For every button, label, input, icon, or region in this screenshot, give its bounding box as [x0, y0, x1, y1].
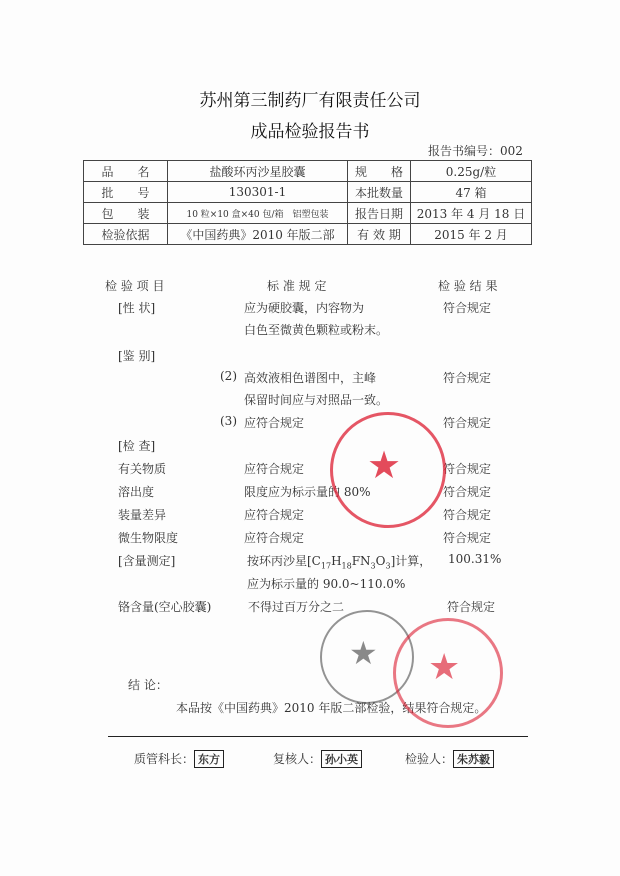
- item-jianbie: [鉴 别]: [118, 349, 156, 363]
- header-standard: 标 准 规 定: [267, 279, 327, 293]
- info-label: 品 名: [84, 161, 168, 182]
- check-item: 溶出度: [118, 485, 155, 499]
- sub-number: (2): [220, 369, 237, 383]
- info-row: [84, 182, 532, 203]
- info-value: 《中国药典》2010 年版二部: [168, 224, 348, 245]
- info-label: 检验依据: [84, 224, 168, 245]
- info-row: [84, 161, 532, 182]
- item-content: [含量测定]: [118, 554, 176, 568]
- result-text: 符合规定: [443, 462, 492, 476]
- info-label: 批 号: [84, 182, 168, 203]
- standard-text: 应符合规定: [244, 508, 305, 522]
- info-row: [84, 203, 532, 224]
- standard-text: 白色至微黄色颗粒或粉末。: [244, 323, 389, 337]
- result-text: 符合规定: [443, 371, 492, 385]
- standard-text: 应符合规定: [244, 416, 305, 430]
- result-text: 符合规定: [443, 301, 492, 315]
- standard-text: 限度应为标示量的 80%: [244, 485, 371, 499]
- red-seal-stamp-2: ★: [393, 618, 503, 728]
- divider: [108, 736, 528, 737]
- standard-text: 不得过百万分之二: [248, 600, 345, 614]
- info-label: 本批数量: [348, 182, 411, 203]
- signature-qa: 质管科长： 东方: [134, 750, 224, 768]
- info-value: 2015 年 2 月: [411, 224, 532, 245]
- result-text: 符合规定: [443, 485, 492, 499]
- report-number: 报告书编号：002: [428, 144, 523, 158]
- product-info-table: [83, 160, 532, 245]
- conclusion-label: 结 论：: [128, 678, 168, 692]
- info-label: 报告日期: [348, 203, 411, 224]
- info-row: [84, 224, 532, 245]
- result-text: 符合规定: [443, 416, 492, 430]
- info-value: 47 箱: [411, 182, 532, 203]
- item-xingzhuang: [性 状]: [118, 301, 156, 315]
- standard-text: 应符合规定: [244, 462, 305, 476]
- info-label: 包 装: [84, 203, 168, 224]
- signature-inspector: 检验人： 朱苏毅: [405, 750, 494, 768]
- item-jiancha: [检 查]: [118, 439, 156, 453]
- signature-reviewer: 复核人： 孙小英: [273, 750, 362, 768]
- result-text: 符合规定: [443, 531, 492, 545]
- standard-text: 应符合规定: [244, 531, 305, 545]
- info-value: 盐酸环丙沙星胶囊: [168, 161, 348, 182]
- info-label: 有 效 期: [348, 224, 411, 245]
- standard-text: 按环丙沙星$[C_{17}H_{18}FN_3O_3]$计算，: [247, 554, 432, 571]
- result-text: 符合规定: [447, 600, 496, 614]
- result-text: 符合规定: [443, 508, 492, 522]
- info-value: 10 粒×10 盒×40 包/箱 铝塑包装: [168, 203, 348, 224]
- check-item: 装量差异: [118, 508, 167, 522]
- sub-number: (3): [220, 414, 237, 428]
- header-result: 检 验 结 果: [438, 279, 498, 293]
- standard-text: 应为标示量的 90.0~110.0%: [247, 577, 406, 591]
- info-value: 0.25g/粒: [411, 161, 532, 182]
- report-title: 成品检验报告书: [250, 122, 370, 142]
- check-item: 微生物限度: [118, 531, 179, 545]
- company-name: 苏州第三制药厂有限责任公司: [199, 91, 421, 111]
- standard-text: 应为硬胶囊，内容物为: [244, 301, 365, 315]
- info-value: 130301-1: [168, 182, 348, 203]
- info-value: 2013 年 4 月 18 日: [411, 203, 532, 224]
- info-label: 规 格: [348, 161, 411, 182]
- check-item: 有关物质: [118, 462, 167, 476]
- standard-text: 高效液相色谱图中，主峰: [244, 371, 377, 385]
- red-seal-stamp: ★: [330, 412, 446, 528]
- result-text: 100.31%: [448, 552, 502, 566]
- item-chromium: 铬含量(空心胶囊): [118, 600, 212, 614]
- gray-seal-stamp: ★: [320, 610, 414, 704]
- standard-text: 保留时间应与对照品一致。: [244, 393, 389, 407]
- header-item: 检 验 项 目: [105, 279, 165, 293]
- conclusion-text: 本品按《中国药典》2010 年版二部检验，结果符合规定。: [176, 701, 487, 715]
